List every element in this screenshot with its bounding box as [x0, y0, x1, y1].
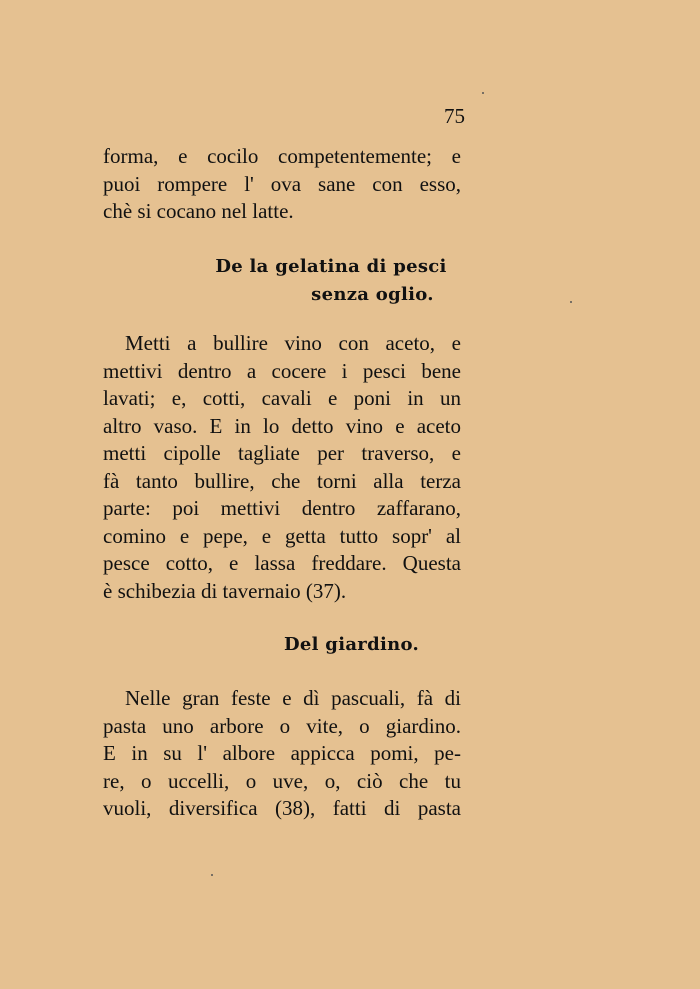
text-line: puoi rompere l' ova sane con esso, — [103, 171, 461, 196]
paper-speck — [570, 301, 572, 303]
text-line: pasta uno arbore o vite, o giardino. — [103, 713, 461, 738]
heading-line: senza oglio. — [311, 284, 434, 305]
text-line: è schibezia di tavernaio (37). — [103, 578, 347, 603]
paper-speck — [482, 92, 484, 94]
paragraph-1 — [103, 143, 461, 226]
text-line: lavati; e, cotti, cavali e poni in un — [103, 386, 461, 410]
page-number: 75 — [444, 104, 465, 128]
text-line: fà tanto bullire, che torni alla terza — [103, 468, 461, 493]
heading-line: Del giardino. — [283, 634, 420, 655]
paragraph-2 — [103, 330, 461, 605]
text-line: E in su l' albore appicca pomi, pe- — [103, 741, 461, 765]
text-line: altro vaso. E in lo detto vino e aceto — [103, 413, 461, 438]
text-line: re, o uccelli, o uve, o, ciò che tu — [103, 768, 461, 793]
text-line: chè si cocano nel latte. — [103, 199, 294, 223]
text-line: comino e pepe, e getta tutto sopr' al — [103, 523, 461, 548]
section-heading-gelatina — [0, 253, 700, 309]
text-line: metti cipolle tagliate per traverso, e — [103, 441, 461, 465]
text-line: mettivi dentro a cocere i pesci bene — [103, 358, 461, 383]
section-heading-giardino — [0, 631, 700, 659]
text-line: forma, e cocilo competentemente; e — [103, 144, 461, 168]
text-line: pesce cotto, e lassa freddare. Questa — [103, 551, 461, 575]
text-line: parte: poi mettivi dentro zaffarano, — [103, 496, 461, 520]
paper-speck — [211, 874, 213, 876]
text-line: Nelle gran feste e dì pascuali, fà di — [125, 686, 461, 710]
text-line: vuoli, diversifica (38), fatti di pasta — [103, 796, 461, 820]
paragraph-3 — [103, 685, 461, 823]
heading-line: De la gelatina di pesci — [215, 256, 447, 277]
text-line: Metti a bullire vino con aceto, e — [125, 331, 461, 355]
